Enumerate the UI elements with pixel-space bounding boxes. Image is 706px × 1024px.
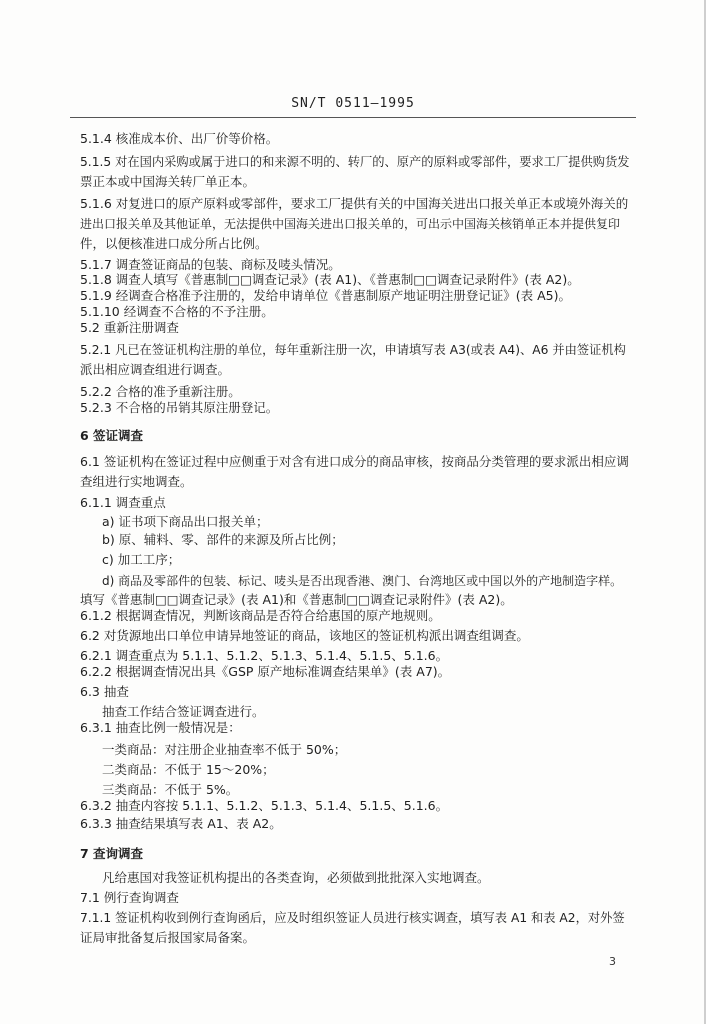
body-line: 5.1.8 调查人填写《普惠制□□调查记录》(表 A1)、《普惠制□□调查记录附件》(表 A2)。 [80,272,580,287]
body-line: 7.1 例行查询调查 [80,890,179,905]
body-line: 一类商品：对注册企业抽查率不低于 50%； [102,742,347,757]
body-line: 6.1.2 根据调查情况，判断该商品是否符合给惠国的原产地规则。 [80,608,441,623]
body-line: 三类商品：不低于 5%。 [102,782,239,797]
body-line: b) 原、辅料、零、部件的来源及所占比例； [102,532,344,547]
body-line: 凡给惠国对我签证机构提出的各类查询，必须做到批批深入实地调查。 [102,870,490,885]
body-line: 7.1.1 签证机构收到例行查询函后，应及时组织签证人员进行核实调查，填写表 A1 和表 A2，对外签 [80,911,625,925]
body-line: a) 证书项下商品出口报关单； [102,514,269,529]
body-line: 证局审批备复后报国家局备案。 [80,930,256,945]
body-line: 6.2.1 调查重点为 5.1.1、5.1.2、5.1.3、5.1.4、5.1.5、5.1.6。 [80,648,449,663]
body-line: 5.1.5 对在国内采购或属于进口的和来源不明的、转厂的、原产的原料或零部件，要求工厂提供购货发 [80,155,630,169]
section-heading: 6 签证调查 [80,428,144,443]
body-line: c) 加工工序； [102,552,181,567]
body-line: 5.1.9 经调查合格准予注册的，发给申请单位《普惠制原产地证明注册登记证》(表 A5)。 [80,288,572,303]
body-line: 6.2 对货源地出口单位申请异地签证的商品，该地区的签证机构派出调查组调查。 [80,628,529,643]
body-line: 二类商品：不低于 15～20%； [102,762,275,777]
body-line: 5.2.2 合格的准予重新注册。 [80,384,241,399]
standard-code-header: SN/T 0511—1995 [291,96,415,111]
body-line: 6.3 抽查 [80,684,129,699]
body-line: 票正本或中国海关转厂单正本。 [80,174,256,189]
body-line: 件，以便核准进口成分所占比例。 [80,236,268,251]
page-number: 3 [609,955,616,968]
body-line: 5.1.4 核准成本价、出厂价等价格。 [80,131,279,146]
body-line: 5.2 重新注册调查 [80,320,179,335]
body-line: 派出相应调查组进行调查。 [80,362,231,377]
section-heading: 7 查询调查 [80,846,144,861]
body-line: 5.1.6 对复进口的原产原料或零部件，要求工厂提供有关的中国海关进出口报关单正本或境外海关的 [80,196,629,211]
body-line: 6.1 签证机构在签证过程中应侧重于对含有进口成分的商品审核，按商品分类管理的要求派出相应调 [80,454,629,469]
body-line: 5.1.7 调查签证商品的包装、商标及唛头情况。 [80,257,341,272]
body-line: 5.1.10 经调查不合格的不予注册。 [80,304,274,319]
body-line: 抽查工作结合签证调查进行。 [102,704,265,719]
body-line: 5.2.3 不合格的吊销其原注册登记。 [80,400,279,415]
body-line: 5.2.1 凡已在签证机构注册的单位，每年重新注册一次，申请填写表 A3(或表 A4)、A6 并由签证机构 [80,343,626,357]
body-line: d) 商品及零部件的包装、标记、唛头是否出现香港、澳门、台湾地区或中国以外的产地制造字样。 [102,574,623,588]
body-line: 6.3.1 抽查比例一般情况是： [80,720,241,735]
body-line: 进出口报关单及其他证单，无法提供中国海关进出口报关单的，可出示中国海关核销单正本并提供复印 [80,217,621,231]
body-line: 6.3.3 抽查结果填写表 A1、表 A2。 [80,816,282,831]
body-line: 填写《普惠制□□调查记录》(表 A1)和《普惠制□□调查记录附件》(表 A2)。 [80,592,513,607]
body-line: 查组进行实地调查。 [80,474,193,489]
header-rule [70,117,636,118]
body-line: 6.2.2 根据调查情况出具《GSP 原产地标准调查结果单》(表 A7)。 [80,664,451,679]
body-line: 6.1.1 调查重点 [80,495,166,510]
body-line: 6.3.2 抽查内容按 5.1.1、5.1.2、5.1.3、5.1.4、5.1.5、5.1.6。 [80,798,449,813]
